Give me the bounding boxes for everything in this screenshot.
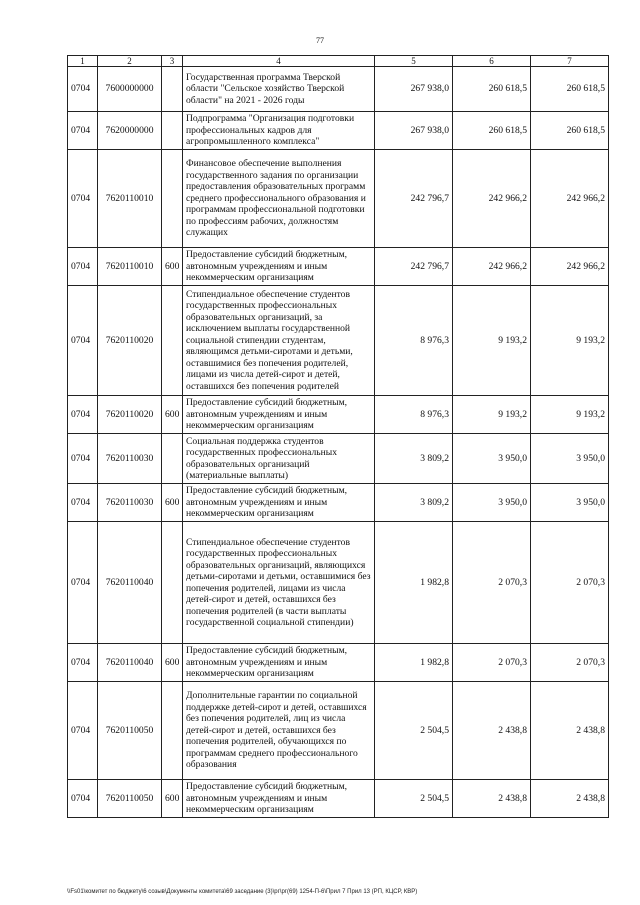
section-code-cell: 0704 <box>68 150 98 248</box>
table-row <box>68 150 609 248</box>
expense-type-cell <box>162 286 183 396</box>
table-header-row <box>68 56 609 67</box>
amount-col7-cell: 3 950,0 <box>531 484 609 522</box>
target-article-cell: 7620110020 <box>98 286 162 396</box>
amount-col5-cell: 2 504,5 <box>375 780 453 818</box>
header-col-6: 6 <box>453 56 531 67</box>
header-col-7: 7 <box>531 56 609 67</box>
table-row <box>68 682 609 780</box>
amount-col7-cell: 2 438,8 <box>531 780 609 818</box>
amount-col7-cell: 2 070,3 <box>531 522 609 644</box>
table-row <box>68 484 609 522</box>
table-row <box>68 286 609 396</box>
amount-col6-cell: 2 438,8 <box>453 682 531 780</box>
target-article-cell: 7620110050 <box>98 682 162 780</box>
budget-table <box>67 55 609 818</box>
expense-type-cell: 600 <box>162 248 183 286</box>
amount-col5-cell: 2 504,5 <box>375 682 453 780</box>
amount-col5-cell: 242 796,7 <box>375 248 453 286</box>
section-code-cell: 0704 <box>68 112 98 150</box>
target-article-cell: 7620110030 <box>98 434 162 484</box>
expense-type-cell <box>162 434 183 484</box>
amount-col6-cell: 2 438,8 <box>453 780 531 818</box>
target-article-cell: 7620110040 <box>98 644 162 682</box>
amount-col5-cell: 3 809,2 <box>375 434 453 484</box>
table-row <box>68 780 609 818</box>
amount-col5-cell: 8 976,3 <box>375 396 453 434</box>
amount-col5-cell: 1 982,8 <box>375 644 453 682</box>
amount-col5-cell: 267 938,0 <box>375 67 453 112</box>
page-number: 77 <box>316 36 324 45</box>
amount-col7-cell: 2 438,8 <box>531 682 609 780</box>
table-row <box>68 522 609 644</box>
item-name-cell: Подпрограмма "Организация подготовки профессиональных кадров для агропромышленного комплекса" <box>183 112 375 150</box>
table-row <box>68 396 609 434</box>
section-code-cell: 0704 <box>68 780 98 818</box>
header-col-5: 5 <box>375 56 453 67</box>
item-name-cell: Предоставление субсидий бюджетным, автономным учреждениям и иным некоммерческим организациям <box>183 396 375 434</box>
target-article-cell: 7620110010 <box>98 248 162 286</box>
expense-type-cell: 600 <box>162 644 183 682</box>
amount-col6-cell: 242 966,2 <box>453 248 531 286</box>
target-article-cell: 7620000000 <box>98 112 162 150</box>
target-article-cell: 7620110010 <box>98 150 162 248</box>
table-row <box>68 644 609 682</box>
section-code-cell: 0704 <box>68 484 98 522</box>
section-code-cell: 0704 <box>68 644 98 682</box>
amount-col6-cell: 2 070,3 <box>453 644 531 682</box>
amount-col7-cell: 260 618,5 <box>531 67 609 112</box>
section-code-cell: 0704 <box>68 682 98 780</box>
amount-col6-cell: 260 618,5 <box>453 67 531 112</box>
expense-type-cell <box>162 112 183 150</box>
amount-col5-cell: 1 982,8 <box>375 522 453 644</box>
amount-col7-cell: 9 193,2 <box>531 396 609 434</box>
header-col-4: 4 <box>183 56 375 67</box>
expense-type-cell <box>162 682 183 780</box>
expense-type-cell <box>162 67 183 112</box>
amount-col6-cell: 9 193,2 <box>453 396 531 434</box>
amount-col5-cell: 267 938,0 <box>375 112 453 150</box>
amount-col6-cell: 9 193,2 <box>453 286 531 396</box>
section-code-cell: 0704 <box>68 396 98 434</box>
section-code-cell: 0704 <box>68 286 98 396</box>
target-article-cell: 7620110050 <box>98 780 162 818</box>
amount-col6-cell: 2 070,3 <box>453 522 531 644</box>
section-code-cell: 0704 <box>68 522 98 644</box>
header-col-1: 1 <box>68 56 98 67</box>
item-name-cell: Предоставление субсидий бюджетным, автономным учреждениям и иным некоммерческим организациям <box>183 248 375 286</box>
section-code-cell: 0704 <box>68 434 98 484</box>
expense-type-cell: 600 <box>162 396 183 434</box>
amount-col6-cell: 242 966,2 <box>453 150 531 248</box>
item-name-cell: Государственная программа Тверской области "Сельское хозяйство Тверской области" на 2021 - 2026 годы <box>183 67 375 112</box>
item-name-cell: Стипендиальное обеспечение студентов государственных профессиональных образовательных организаций, за исключением выплаты государственной социальной стипендии студентам, являющимся детьми-сиротами и детьми, оставшимися без попечения родителей, лицами из числа детей-сирот и детей, оставшихся без попечения родителей <box>183 286 375 396</box>
expense-type-cell: 600 <box>162 780 183 818</box>
amount-col6-cell: 260 618,5 <box>453 112 531 150</box>
amount-col7-cell: 3 950,0 <box>531 434 609 484</box>
amount-col7-cell: 2 070,3 <box>531 644 609 682</box>
expense-type-cell <box>162 522 183 644</box>
table-row <box>68 67 609 112</box>
target-article-cell: 7620110020 <box>98 396 162 434</box>
item-name-cell: Предоставление субсидий бюджетным, автономным учреждениям и иным некоммерческим организациям <box>183 780 375 818</box>
expense-type-cell <box>162 150 183 248</box>
expense-type-cell: 600 <box>162 484 183 522</box>
amount-col5-cell: 3 809,2 <box>375 484 453 522</box>
header-col-3: 3 <box>162 56 183 67</box>
item-name-cell: Социальная поддержка студентов государственных профессиональных образовательных организаций (материальные выплаты) <box>183 434 375 484</box>
amount-col7-cell: 242 966,2 <box>531 248 609 286</box>
footer-file-path: \\Fs01\комитет по бюджету\6 созыв\Документы комитета\69 заседание (3)\рг\рг(69) 1254-П-6\Прил 7 Прил 13 (РП, КЦСР, КВР) <box>67 889 418 895</box>
amount-col5-cell: 8 976,3 <box>375 286 453 396</box>
target-article-cell: 7620110040 <box>98 522 162 644</box>
table-row <box>68 248 609 286</box>
amount-col7-cell: 9 193,2 <box>531 286 609 396</box>
header-col-2: 2 <box>98 56 162 67</box>
target-article-cell: 7620110030 <box>98 484 162 522</box>
amount-col7-cell: 260 618,5 <box>531 112 609 150</box>
item-name-cell: Предоставление субсидий бюджетным, автономным учреждениям и иным некоммерческим организациям <box>183 644 375 682</box>
item-name-cell: Предоставление субсидий бюджетным, автономным учреждениям и иным некоммерческим организациям <box>183 484 375 522</box>
amount-col7-cell: 242 966,2 <box>531 150 609 248</box>
amount-col5-cell: 242 796,7 <box>375 150 453 248</box>
table-row <box>68 112 609 150</box>
item-name-cell: Дополнительные гарантии по социальной поддержке детей-сирот и детей, оставшихся без попечения родителей, лиц из числа детей-сирот и детей, оставшихся без попечения родителей, обучающихся по программам среднего профессионального образования <box>183 682 375 780</box>
section-code-cell: 0704 <box>68 248 98 286</box>
amount-col6-cell: 3 950,0 <box>453 434 531 484</box>
table-row <box>68 434 609 484</box>
amount-col6-cell: 3 950,0 <box>453 484 531 522</box>
item-name-cell: Стипендиальное обеспечение студентов государственных профессиональных образовательных организаций, являющихся детьми-сиротами и детьми, оставшимися без попечения родителей, лицами из числа детей-сирот и детей, оставшихся без попечения родителей (в части выплаты государственной социальной стипендии) <box>183 522 375 644</box>
target-article-cell: 7600000000 <box>98 67 162 112</box>
item-name-cell: Финансовое обеспечение выполнения государственного задания по организации предоставления образовательных программ среднего профессионального образования и программам профессиональной подготовки по профессиям рабочих, должностям служащих <box>183 150 375 248</box>
section-code-cell: 0704 <box>68 67 98 112</box>
